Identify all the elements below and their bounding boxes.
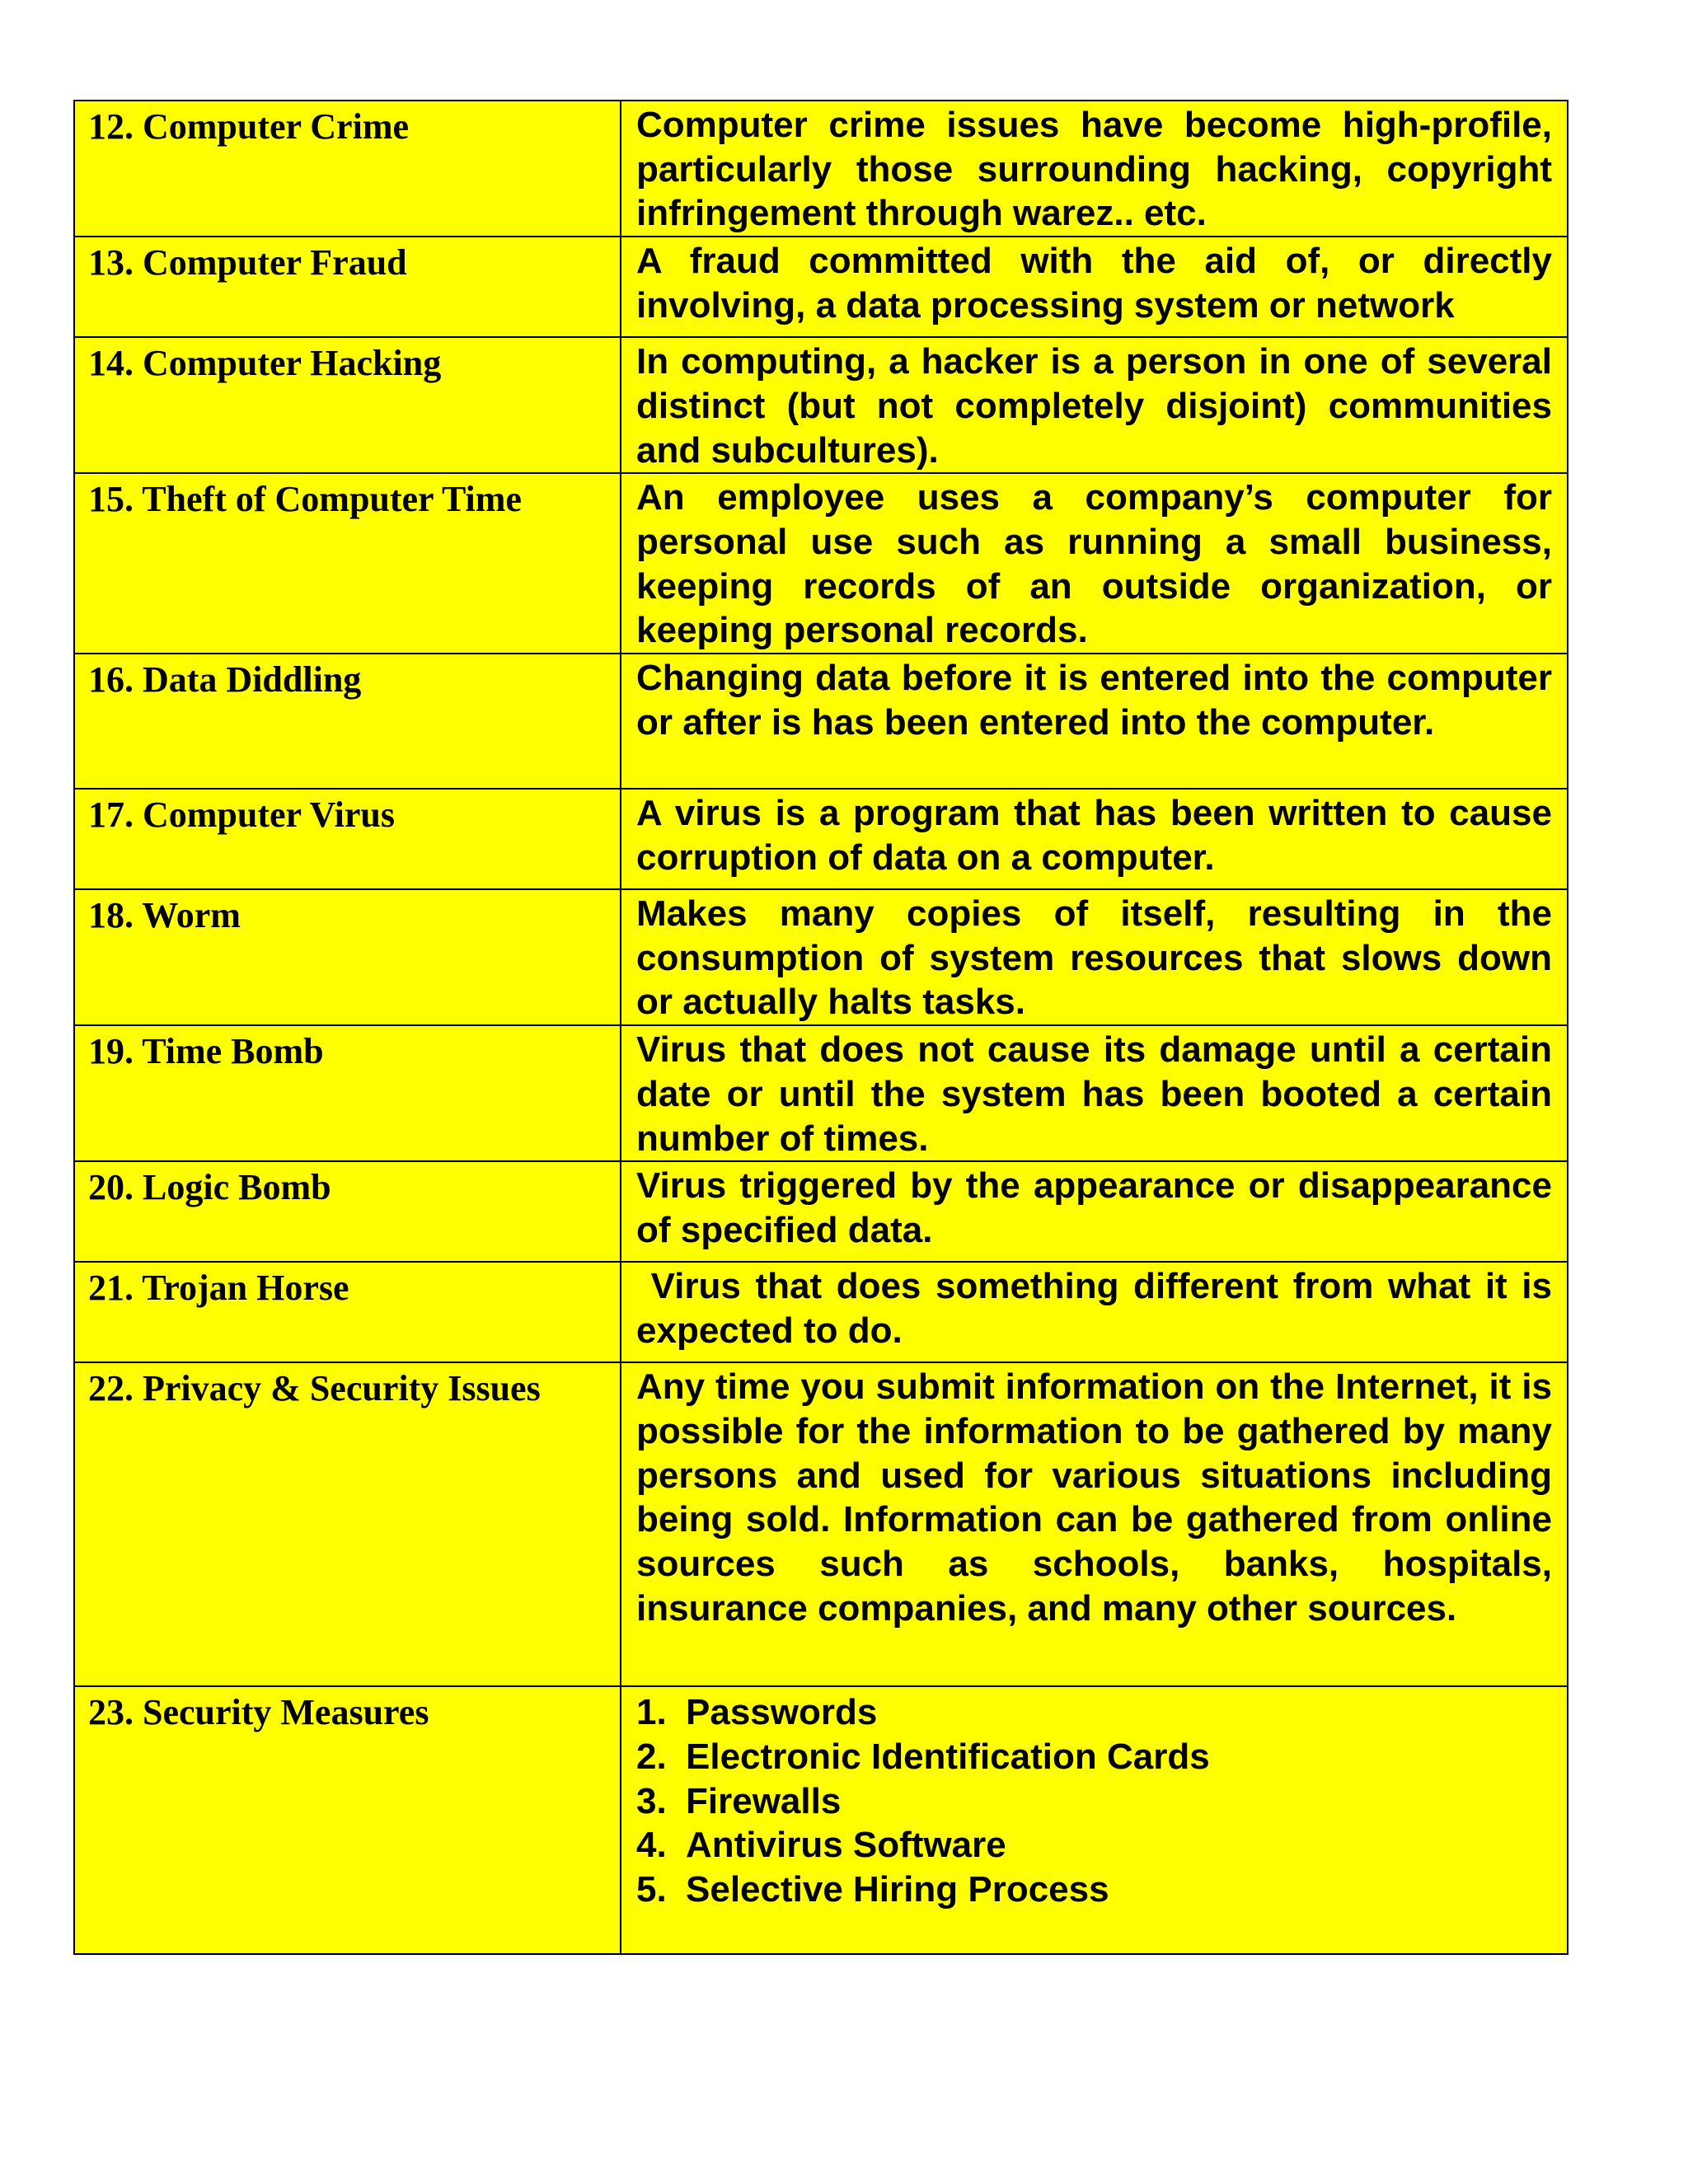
definition-cell	[621, 473, 1568, 654]
table-row	[74, 337, 1568, 473]
list-item-number: 2.	[636, 1736, 667, 1777]
definition-cell	[621, 1262, 1568, 1362]
term-label: 14. Computer Hacking	[88, 343, 442, 384]
table-row	[74, 1161, 1568, 1262]
definition-text: Changing data before it is entered into the computer or after is has been entered into the computer.	[636, 658, 1552, 743]
list-item	[636, 1779, 1552, 1824]
table-row	[74, 1025, 1568, 1161]
list-item	[636, 1823, 1552, 1868]
term-cell	[74, 1686, 621, 1954]
term-cell	[74, 1161, 621, 1262]
term-cell	[74, 473, 621, 654]
definition-text: An employee uses a company’s computer for personal use such as running a small business, keeping records of an outside organization, or keeping personal records.	[636, 477, 1552, 651]
definition-cell	[621, 889, 1568, 1025]
term-label: 19. Time Bomb	[88, 1031, 324, 1072]
term-cell	[74, 337, 621, 473]
table-row	[74, 1362, 1568, 1686]
list-item-text: Firewalls	[686, 1780, 842, 1821]
table-row	[74, 654, 1568, 789]
table-row	[74, 473, 1568, 654]
definition-text: Makes many copies of itself, resulting in the consumption of system resources that slows down or actually halts tasks.	[636, 893, 1552, 1023]
definition-cell	[621, 1686, 1568, 1954]
table-row	[74, 789, 1568, 889]
list-item	[636, 1735, 1552, 1779]
definition-cell	[621, 101, 1568, 237]
definition-cell	[621, 789, 1568, 889]
term-cell	[74, 1262, 621, 1362]
list-item-text: Electronic Identification Cards	[686, 1736, 1210, 1777]
term-cell	[74, 654, 621, 789]
term-cell	[74, 101, 621, 237]
term-label: 13. Computer Fraud	[88, 242, 407, 284]
term-cell	[74, 1025, 621, 1161]
definition-text: A virus is a program that has been written to cause corruption of data on a computer.	[636, 793, 1552, 878]
term-cell	[74, 237, 621, 337]
term-label: 17. Computer Virus	[88, 794, 395, 836]
list-item-number: 3.	[636, 1780, 667, 1821]
security-measures-list	[621, 1687, 1567, 1912]
term-cell	[74, 889, 621, 1025]
table-row	[74, 1262, 1568, 1362]
list-item-text: Antivirus Software	[686, 1825, 1006, 1866]
definition-text: A fraud committed with the aid of, or directly involving, a data processing system or network	[636, 241, 1552, 326]
definition-cell	[621, 1161, 1568, 1262]
list-item-number: 1.	[636, 1692, 667, 1733]
table-row	[74, 1686, 1568, 1954]
term-label: 23. Security Measures	[88, 1692, 429, 1733]
list-item	[636, 1868, 1552, 1912]
table-row	[74, 889, 1568, 1025]
definition-text: Virus triggered by the appearance or disappearance of specified data.	[636, 1165, 1552, 1250]
definition-cell	[621, 1025, 1568, 1161]
table-row	[74, 237, 1568, 337]
definition-text: Computer crime issues have become high-profile, particularly those surrounding hacking, copyright infringement through warez.. etc.	[636, 105, 1552, 234]
definition-cell	[621, 237, 1568, 337]
list-item-text: Passwords	[686, 1692, 878, 1733]
definition-text: Virus that does something different from what it is expected to do.	[636, 1266, 1563, 1351]
table-row	[74, 101, 1568, 237]
term-label: 16. Data Diddling	[88, 659, 362, 701]
term-label: 18. Worm	[88, 895, 241, 936]
term-cell	[74, 1362, 621, 1686]
list-item-number: 5.	[636, 1869, 667, 1910]
term-cell	[74, 789, 621, 889]
terms-table	[73, 100, 1568, 1955]
list-item-number: 4.	[636, 1825, 667, 1866]
definition-text: Any time you submit information on the Internet, it is possible for the information to be gathered by many persons and used for various situations including being sold. Information can be gathered from online sources such as schools, banks, hospitals, insurance companies, and many other sources.	[636, 1366, 1552, 1629]
term-label: 12. Computer Crime	[88, 106, 409, 147]
list-item-text: Selective Hiring Process	[686, 1869, 1109, 1910]
term-label: 21. Trojan Horse	[88, 1268, 349, 1309]
definition-text: In computing, a hacker is a person in one of several distinct (but not completely disjoint) communities and subcultures).	[636, 341, 1552, 471]
definition-cell	[621, 337, 1568, 473]
list-item	[636, 1690, 1552, 1735]
term-label: 22. Privacy & Security Issues	[88, 1368, 541, 1409]
term-label: 15. Theft of Computer Time	[88, 479, 522, 520]
definition-text: Virus that does not cause its damage until a certain date or until the system has been booted a certain number of times.	[636, 1029, 1552, 1159]
definition-cell	[621, 1362, 1568, 1686]
definition-cell	[621, 654, 1568, 789]
term-label: 20. Logic Bomb	[88, 1167, 331, 1208]
